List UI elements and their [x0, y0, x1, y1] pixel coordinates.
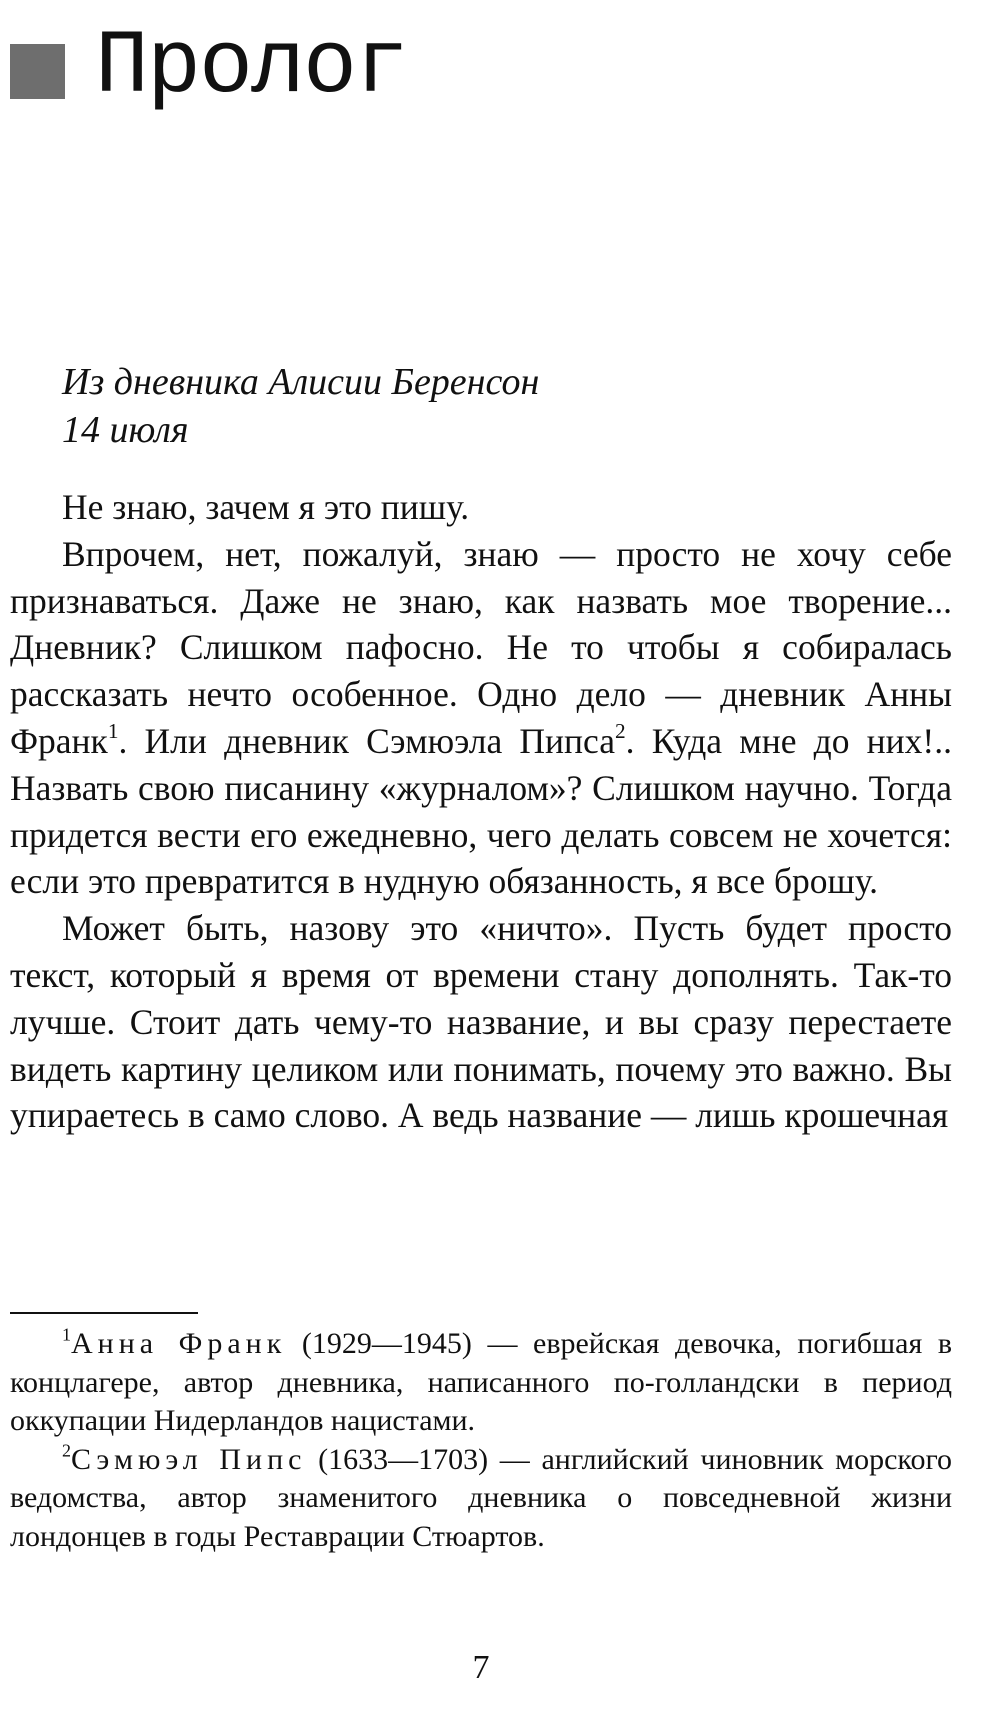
- epigraph-date: 14 июля: [62, 409, 189, 451]
- footnotes: [10, 1325, 952, 1556]
- body-text: [10, 484, 952, 1139]
- chapter-marker-square: [10, 44, 65, 99]
- chapter-title: Пролог: [95, 17, 408, 119]
- footnote-text: (1633—1703) — английский чиновник морского ведомства, автор знаменитого дневника о повседневной жизни лондонцев в годы Реставрации Стюартов.: [10, 1442, 953, 1553]
- footnote-ref-2[interactable]: 2: [614, 719, 626, 744]
- footnote-name: Сэмюэл Пипс: [71, 1442, 307, 1476]
- footnote-ref-1[interactable]: 1: [107, 719, 119, 744]
- paragraph-text: . Куда мне до них!.. Назвать свою писанину «журналом»? Слишком научно. Тогда придется вести его ежедневно, чего делать совсем не хочется: если это превратится в нудную обязанность, я все брошу.: [10, 720, 952, 902]
- epigraph: [62, 358, 539, 454]
- footnote-1: [10, 1325, 952, 1441]
- paragraph-text: . Или дневник Сэмюэла Пипса: [118, 720, 615, 761]
- paragraph-text: Может быть, назову это «ничто». Пусть будет просто текст, который я время от времени стану дополнять. Так-то лучше. Стоит дать чему-то название, и вы сразу перестаете видеть картину целиком или понимать, почему это важно. Вы упираетесь в само слово. А ведь название — лишь крошечная: [10, 908, 952, 1136]
- paragraph-text: Не знаю, зачем я это пишу.: [62, 487, 470, 527]
- page-number: 7: [472, 1649, 490, 1686]
- footnote-separator: [10, 1312, 198, 1314]
- chapter-header: [10, 18, 407, 118]
- footnote-text: (1929—1945) — еврейская девочка, погибшая в концлагере, автор дневника, написанного по-голландски в период оккупации Нидерландов нацистами.: [10, 1327, 952, 1437]
- footnote-marker: 1: [62, 1324, 71, 1345]
- paragraph: [10, 905, 952, 1139]
- paragraph: [10, 484, 952, 531]
- footnote-2: [10, 1441, 952, 1557]
- paragraph-text: Впрочем, нет, пожалуй, знаю — просто не хочу себе признаваться. Даже не знаю, как назвать мое творение... Дневник? Слишком пафосно. Не то чтобы я собиралась рассказать нечто особенное. Одно дело — дневник Анны Франк: [10, 533, 952, 761]
- epigraph-source: Из дневника Алисии Беренсон: [62, 361, 540, 403]
- footnote-name: Анна Франк: [71, 1327, 287, 1360]
- paragraph: [10, 531, 952, 905]
- footnote-marker: 2: [62, 1439, 71, 1460]
